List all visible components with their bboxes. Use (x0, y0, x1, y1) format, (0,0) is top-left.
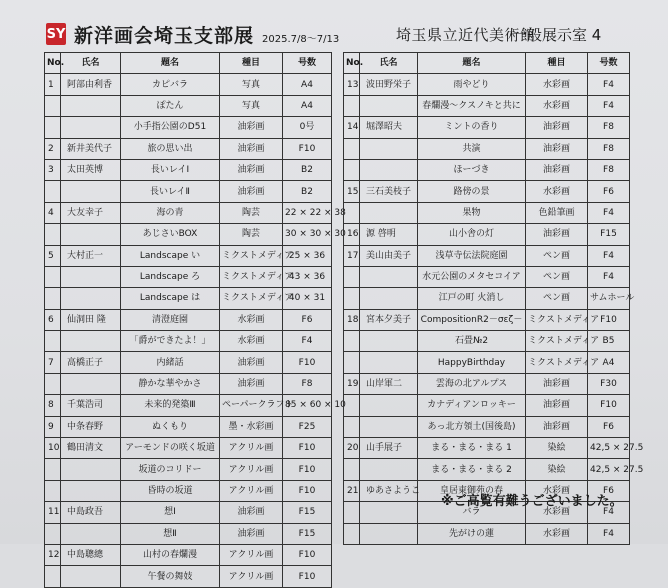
table-row (344, 181, 630, 202)
artist-name: 山手展子 (360, 438, 418, 459)
artwork-title: 雨やどり (418, 74, 526, 95)
table-row (45, 202, 332, 223)
artwork-title: ぽたん (121, 95, 220, 116)
artwork-title: 共演 (418, 138, 526, 159)
artwork-title: 浅草寺伝法院庭園 (418, 245, 526, 266)
header-artist: 氏名 (360, 53, 418, 74)
table-row (45, 181, 332, 202)
artwork-title: 皇居東御苑の春 (418, 480, 526, 501)
artist-name (61, 566, 121, 587)
artwork-title: 果物 (418, 202, 526, 223)
artist-name: 千葉浩司 (61, 395, 121, 416)
artist-name: 源 啓明 (360, 224, 418, 245)
table-row (344, 373, 630, 394)
artwork-title: 路傍の景 (418, 181, 526, 202)
artwork-size: 25 × 36 (283, 245, 332, 266)
closing-note: ※ご高覧有難うございました。 (441, 494, 623, 509)
artist-name (61, 95, 121, 116)
table-row (344, 331, 630, 352)
row-number (45, 266, 61, 287)
artwork-title: 午餐の舞妓 (121, 566, 220, 587)
exhibition-dates: 2025.7/8～7/13 (262, 34, 340, 45)
artwork-size: F10 (283, 138, 332, 159)
row-number (344, 416, 360, 437)
row-number (45, 117, 61, 138)
artist-name (360, 352, 418, 373)
table-row (344, 117, 630, 138)
artwork-medium: 油彩画 (526, 416, 588, 437)
artwork-size: F30 (588, 373, 630, 394)
header-no: No. (344, 53, 360, 74)
artist-name (360, 331, 418, 352)
artwork-size: F4 (588, 523, 630, 544)
row-number: 15 (344, 181, 360, 202)
table-row (344, 416, 630, 437)
artwork-size: F8 (588, 117, 630, 138)
artist-name (360, 138, 418, 159)
artwork-medium: 油彩画 (220, 373, 283, 394)
artwork-medium: ミクストメディア (526, 352, 588, 373)
artwork-medium: 水彩画 (526, 523, 588, 544)
artwork-medium: 墨・水彩画 (220, 416, 283, 437)
artist-name (61, 181, 121, 202)
artwork-size: 40 × 31 (283, 288, 332, 309)
table-row (45, 309, 332, 330)
artwork-title: 未来的発築Ⅲ (121, 395, 220, 416)
artwork-medium: ミクストメディア (220, 288, 283, 309)
venue-name: 埼玉県立近代美術館 (396, 26, 536, 44)
row-number: 14 (344, 117, 360, 138)
row-number: 19 (344, 373, 360, 394)
artwork-medium: 写真 (220, 74, 283, 95)
artist-name: 鶴田清文 (61, 438, 121, 459)
header-size: 号数 (283, 53, 332, 74)
row-number (344, 459, 360, 480)
table-row (45, 245, 332, 266)
artwork-title: 静かな華やかさ (121, 373, 220, 394)
artwork-size: F10 (283, 566, 332, 587)
artwork-medium: 水彩画 (526, 95, 588, 116)
artwork-medium: 陶芸 (220, 224, 283, 245)
artwork-size: F15 (283, 502, 332, 523)
table-row (344, 438, 630, 459)
artist-name: 中条春野 (61, 416, 121, 437)
row-number: 20 (344, 438, 360, 459)
artist-name (61, 288, 121, 309)
artwork-medium: 油彩画 (526, 395, 588, 416)
table-row (45, 224, 332, 245)
artwork-size: サムホール (588, 288, 630, 309)
artwork-medium: 水彩画 (220, 309, 283, 330)
row-number (344, 523, 360, 544)
row-number: 8 (45, 395, 61, 416)
row-number: 12 (45, 544, 61, 565)
artist-name (61, 224, 121, 245)
row-number: 11 (45, 502, 61, 523)
artwork-title: 春爛漫～クスノキと共に (418, 95, 526, 116)
artwork-medium: 油彩画 (220, 117, 283, 138)
artwork-medium: 油彩画 (220, 181, 283, 202)
artist-name: 新井美代子 (61, 138, 121, 159)
artwork-title: 雲海の北アルプス (418, 373, 526, 394)
artwork-size: F10 (283, 352, 332, 373)
table-row (45, 331, 332, 352)
artwork-title: Landscape は (121, 288, 220, 309)
table-row (344, 395, 630, 416)
artist-name: 仙洞田 隆 (61, 309, 121, 330)
table-row (344, 459, 630, 480)
table-row (45, 159, 332, 180)
artwork-title: バラ (418, 502, 526, 523)
artwork-title: CompositionR2－σεζ－ (418, 309, 526, 330)
artwork-size: B5 (588, 331, 630, 352)
header-artist: 氏名 (61, 53, 121, 74)
row-number: 16 (344, 224, 360, 245)
row-number (45, 181, 61, 202)
table-row (344, 523, 630, 544)
row-number (344, 352, 360, 373)
artwork-medium: 写真 (220, 95, 283, 116)
artwork-title: カピバラ (121, 74, 220, 95)
artwork-medium: アクリル画 (220, 459, 283, 480)
artwork-title: 想Ⅱ (121, 523, 220, 544)
artwork-size: F4 (588, 266, 630, 287)
artwork-title: HappyBirthday (418, 352, 526, 373)
table-row (344, 202, 630, 223)
row-number: 2 (45, 138, 61, 159)
table-row (45, 395, 332, 416)
artwork-size: F6 (588, 480, 630, 501)
artwork-size: F4 (588, 502, 630, 523)
row-number: 17 (344, 245, 360, 266)
artist-name: 高橋正子 (61, 352, 121, 373)
header-title: 題名 (121, 53, 220, 74)
artwork-size: F6 (283, 309, 332, 330)
artist-name: 波田野栄子 (360, 74, 418, 95)
artist-name (360, 502, 418, 523)
header-medium: 種目 (220, 53, 283, 74)
row-number (344, 395, 360, 416)
artist-name: 太田英博 (61, 159, 121, 180)
row-number: 10 (45, 438, 61, 459)
artwork-size: F10 (588, 395, 630, 416)
artwork-medium: ペーパークラフト (220, 395, 283, 416)
artwork-size: 42,5 × 27.5 (588, 438, 630, 459)
table-header-row (344, 53, 630, 74)
artist-name: 中島政吾 (61, 502, 121, 523)
artist-name (61, 331, 121, 352)
row-number: 1 (45, 74, 61, 95)
artwork-size: A4 (283, 95, 332, 116)
artwork-size: F25 (283, 416, 332, 437)
artist-name (61, 117, 121, 138)
artwork-title: 先がけの蓮 (418, 523, 526, 544)
artwork-size: F8 (283, 373, 332, 394)
artwork-title: あじさいBOX (121, 224, 220, 245)
row-number (344, 138, 360, 159)
artwork-medium: 油彩画 (526, 224, 588, 245)
header-no: No. (45, 53, 61, 74)
artwork-size: F10 (283, 544, 332, 565)
artwork-size: F10 (283, 438, 332, 459)
artwork-size: F6 (588, 416, 630, 437)
row-number: 21 (344, 480, 360, 501)
table-row (45, 502, 332, 523)
row-number (344, 266, 360, 287)
artwork-size: B2 (283, 181, 332, 202)
artwork-size: 30 × 30 × 30 (283, 224, 332, 245)
table-row (45, 523, 332, 544)
row-number (344, 202, 360, 223)
row-number (45, 224, 61, 245)
artist-name: 大村正一 (61, 245, 121, 266)
artwork-size: 22 × 22 × 38 (283, 202, 332, 223)
table-row (45, 352, 332, 373)
table-row (45, 459, 332, 480)
artwork-title: カナディアンロッキー (418, 395, 526, 416)
artwork-medium: アクリル画 (220, 544, 283, 565)
artwork-size: F4 (283, 331, 332, 352)
artwork-medium: 油彩画 (526, 138, 588, 159)
artwork-title: ミントの香り (418, 117, 526, 138)
artwork-title: あっ北方領土(国後島) (418, 416, 526, 437)
row-number: 6 (45, 309, 61, 330)
artwork-title: まる・まる・まる 1 (418, 438, 526, 459)
table-row (45, 74, 332, 95)
table-header-row (45, 53, 332, 74)
artist-name (61, 480, 121, 501)
artwork-medium: 水彩画 (526, 502, 588, 523)
artwork-title: 石畳№2 (418, 331, 526, 352)
artwork-size: F15 (283, 523, 332, 544)
row-number (45, 480, 61, 501)
table-row (45, 416, 332, 437)
artwork-title: 「爵ができたよ！」 (121, 331, 220, 352)
row-number (344, 331, 360, 352)
row-number (344, 95, 360, 116)
artwork-size: F4 (588, 202, 630, 223)
artist-name (360, 395, 418, 416)
artist-name (61, 373, 121, 394)
row-number (344, 502, 360, 523)
row-number: 5 (45, 245, 61, 266)
artist-name (360, 416, 418, 437)
artwork-size: F15 (588, 224, 630, 245)
artwork-title: 長いレイⅡ (121, 181, 220, 202)
artist-name: 大友幸子 (61, 202, 121, 223)
artwork-medium: ミクストメディア (220, 245, 283, 266)
row-number (45, 95, 61, 116)
artist-name (360, 459, 418, 480)
artwork-medium: 水彩画 (526, 181, 588, 202)
artist-name: 山岸軍二 (360, 373, 418, 394)
artist-name (61, 459, 121, 480)
artist-name: 美山由美子 (360, 245, 418, 266)
header-medium: 種目 (526, 53, 588, 74)
artwork-size: B2 (283, 159, 332, 180)
artwork-medium: 色鉛筆画 (526, 202, 588, 223)
table-row (45, 288, 332, 309)
artwork-size: F10 (283, 480, 332, 501)
artist-name: 三石美枝子 (360, 181, 418, 202)
artwork-medium: アクリル画 (220, 438, 283, 459)
artist-name: ゆあさようこ (360, 480, 418, 501)
row-number (45, 459, 61, 480)
artwork-medium: 染絵 (526, 459, 588, 480)
row-number: 9 (45, 416, 61, 437)
artwork-size: F8 (588, 138, 630, 159)
artwork-medium: ミクストメディア (220, 266, 283, 287)
artist-name (360, 266, 418, 287)
artwork-medium: 油彩画 (526, 373, 588, 394)
artwork-size: F10 (588, 309, 630, 330)
table-row (344, 245, 630, 266)
artwork-title: 小手指公園のD51 (121, 117, 220, 138)
artwork-title: 内緒話 (121, 352, 220, 373)
artwork-medium: 油彩画 (220, 138, 283, 159)
row-number (344, 159, 360, 180)
artwork-size: A4 (283, 74, 332, 95)
table-row (344, 352, 630, 373)
row-number (45, 523, 61, 544)
artwork-size: F8 (588, 159, 630, 180)
table-row (344, 138, 630, 159)
artist-name: 宮本夕美子 (360, 309, 418, 330)
artist-name (360, 159, 418, 180)
row-number (45, 373, 61, 394)
artwork-title: 山小舎の灯 (418, 224, 526, 245)
artwork-medium: 陶芸 (220, 202, 283, 223)
table-row (45, 373, 332, 394)
artist-name: 阿部由利香 (61, 74, 121, 95)
artwork-medium: 水彩画 (526, 74, 588, 95)
table-row (45, 566, 332, 587)
artwork-size: F4 (588, 245, 630, 266)
table-row (45, 438, 332, 459)
table-row (344, 309, 630, 330)
row-number: 18 (344, 309, 360, 330)
row-number: 4 (45, 202, 61, 223)
artwork-medium: 油彩画 (220, 159, 283, 180)
row-number (45, 288, 61, 309)
artwork-table-left (44, 52, 346, 588)
artwork-medium: 油彩画 (220, 352, 283, 373)
artist-name (61, 266, 121, 287)
artwork-medium: 油彩画 (220, 523, 283, 544)
artwork-medium: 水彩画 (220, 331, 283, 352)
table-row (45, 544, 332, 565)
artwork-title: ほーづき (418, 159, 526, 180)
artwork-medium: ペン画 (526, 288, 588, 309)
artwork-size: 85 × 60 × 10 (283, 395, 332, 416)
table-row (45, 95, 332, 116)
table-row (45, 117, 332, 138)
artwork-title: 長いレイⅠ (121, 159, 220, 180)
row-number (344, 288, 360, 309)
artwork-title: アーモンドの咲く坂道 (121, 438, 220, 459)
table-row (344, 266, 630, 287)
row-number (45, 331, 61, 352)
row-number: 3 (45, 159, 61, 180)
artist-name (360, 288, 418, 309)
artwork-medium: アクリル画 (220, 480, 283, 501)
artist-name (61, 523, 121, 544)
table-row (344, 74, 630, 95)
artwork-medium: ペン画 (526, 245, 588, 266)
row-number: 13 (344, 74, 360, 95)
artwork-title: 旅の思い出 (121, 138, 220, 159)
artist-name (360, 523, 418, 544)
artwork-medium: 油彩画 (220, 502, 283, 523)
artwork-medium: ペン画 (526, 266, 588, 287)
artwork-size: 0号 (283, 117, 332, 138)
room-name: 一般展示室 4 (512, 26, 602, 44)
artwork-size: F4 (588, 74, 630, 95)
header-title: 題名 (418, 53, 526, 74)
artwork-title: まる・まる・まる 2 (418, 459, 526, 480)
artwork-title: Landscape ろ (121, 266, 220, 287)
artwork-title: 清澄庭園 (121, 309, 220, 330)
artwork-title: Landscape い (121, 245, 220, 266)
artwork-size: F4 (588, 95, 630, 116)
artwork-medium: 染絵 (526, 438, 588, 459)
artwork-size: F10 (283, 459, 332, 480)
artwork-title: 想Ⅰ (121, 502, 220, 523)
artwork-medium: ミクストメディア (526, 309, 588, 330)
artwork-medium: 水彩画 (526, 480, 588, 501)
artist-name (360, 95, 418, 116)
header-size: 号数 (588, 53, 630, 74)
exhibition-title: 新洋画会埼玉支部展 (74, 25, 255, 47)
table-row (344, 159, 630, 180)
artwork-size: 42,5 × 27.5 (588, 459, 630, 480)
artwork-size: A4 (588, 352, 630, 373)
artwork-title: 坂道のコリドー (121, 459, 220, 480)
table-row (45, 138, 332, 159)
row-number: 7 (45, 352, 61, 373)
artist-name: 堀澤昭夫 (360, 117, 418, 138)
artwork-size: F6 (588, 181, 630, 202)
artwork-medium: 油彩画 (526, 117, 588, 138)
artwork-title: 昏時の坂道 (121, 480, 220, 501)
artist-name (360, 202, 418, 223)
artist-name: 中島聰總 (61, 544, 121, 565)
artwork-medium: 油彩画 (526, 159, 588, 180)
artwork-title: ぬくもり (121, 416, 220, 437)
table-row (344, 95, 630, 116)
left-table-body (45, 74, 346, 587)
artwork-size: 43 × 36 (283, 266, 332, 287)
table-row (344, 288, 630, 309)
right-table-body (344, 74, 644, 545)
table-row (344, 224, 630, 245)
artwork-title: 水元公園のメタセコイア (418, 266, 526, 287)
table-row (45, 480, 332, 501)
table-row (45, 266, 332, 287)
artwork-table-right (343, 52, 644, 545)
artwork-medium: ミクストメディア (526, 331, 588, 352)
group-logo: SY (46, 23, 66, 45)
artwork-title: 江戸の町 火消し (418, 288, 526, 309)
artwork-title: 海の青 (121, 202, 220, 223)
row-number (45, 566, 61, 587)
artwork-title: 山村の春爛漫 (121, 544, 220, 565)
artwork-medium: アクリル画 (220, 566, 283, 587)
